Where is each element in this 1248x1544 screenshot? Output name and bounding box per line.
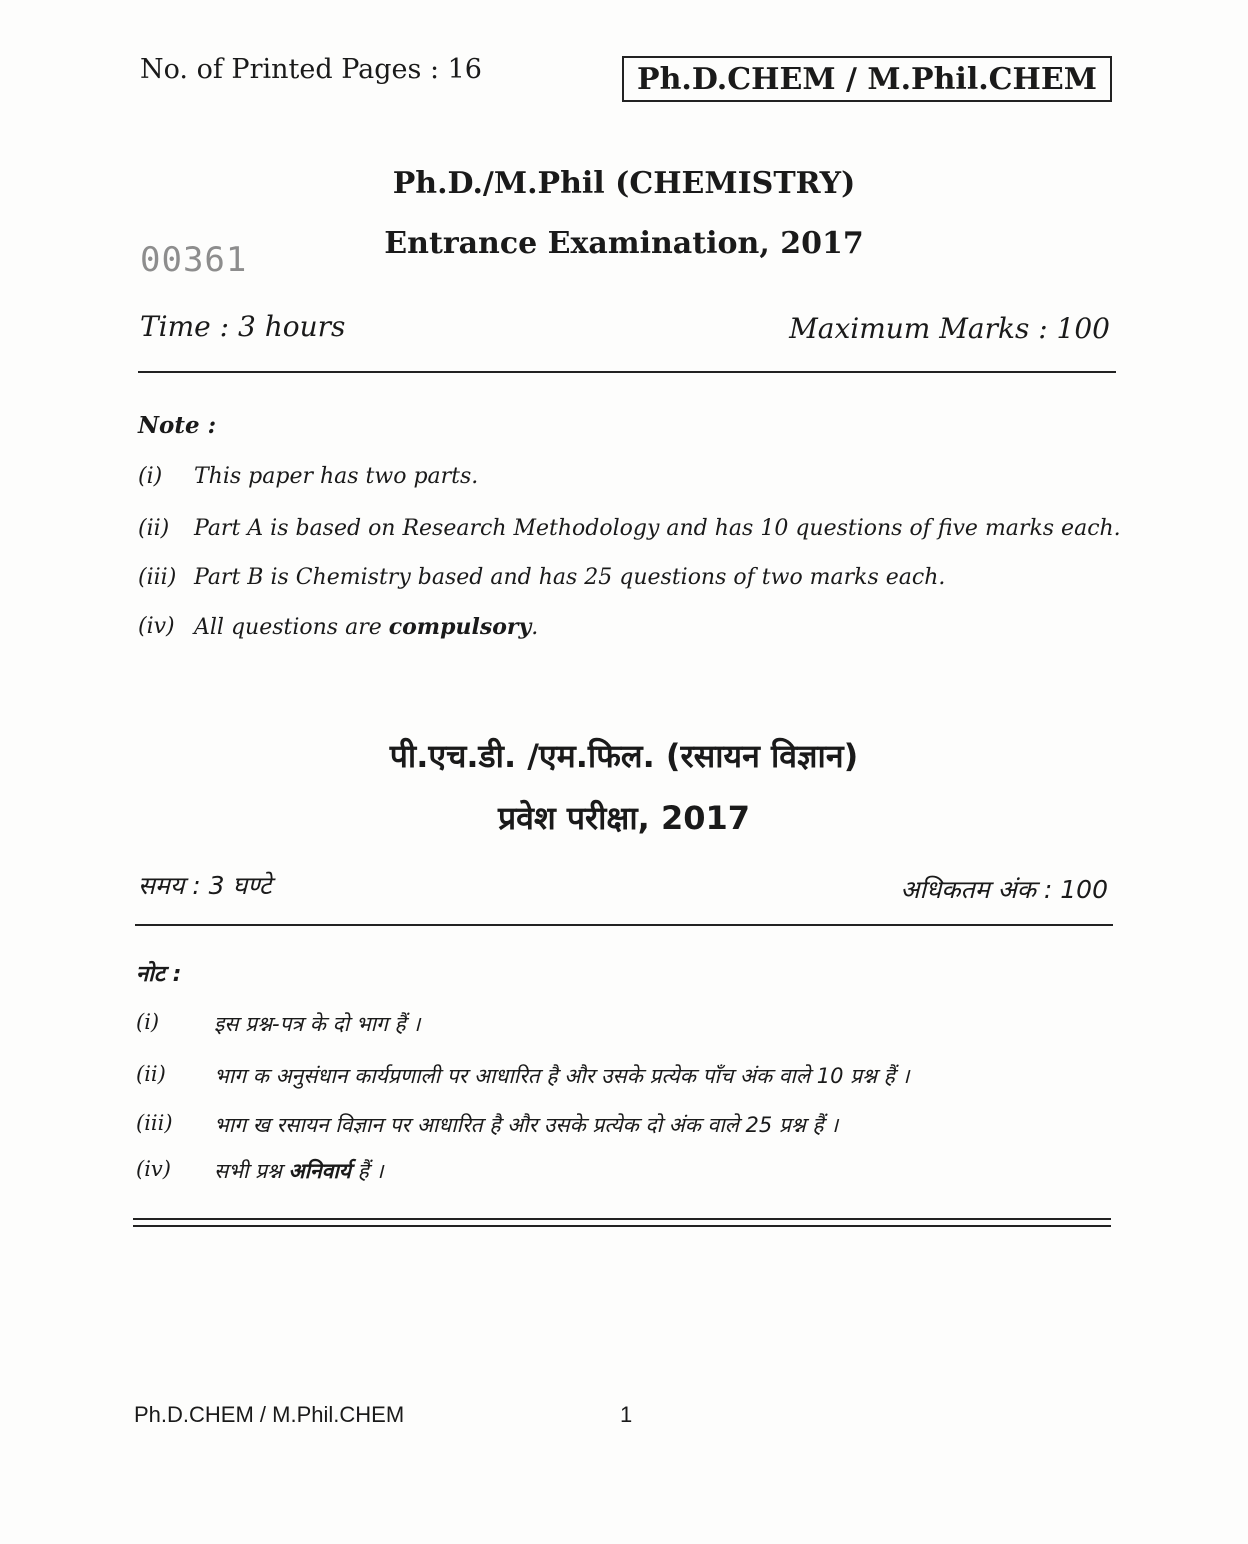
maximum-marks: Maximum Marks : 100 [789, 312, 1110, 345]
note-item [138, 464, 478, 489]
note-number: (ii) [136, 1062, 166, 1086]
time-allowed: Time : 3 hours [140, 310, 346, 343]
double-divider-top [133, 1218, 1111, 1220]
printed-pages-count: No. of Printed Pages : 16 [140, 54, 482, 85]
hindi-note-heading: नोट : [136, 962, 182, 987]
double-divider-bottom [133, 1225, 1111, 1227]
note-text-end: . [531, 615, 539, 640]
page-number: 1 [620, 1402, 633, 1427]
divider [135, 924, 1113, 926]
hindi-time-allowed: समय : 3 घण्टे [138, 871, 272, 900]
hindi-note-item [136, 1111, 838, 1139]
note-number: (iii) [138, 565, 177, 590]
note-emphasis: अनिवार्य [288, 1159, 351, 1183]
note-text: भाग क अनुसंधान कार्यप्रणाली पर आधारित है और उसके प्रत्येक पाँच अंक वाले 10 प्रश्न हैं । [214, 1064, 910, 1088]
note-heading: Note : [138, 412, 217, 439]
note-number: (iv) [138, 614, 175, 639]
hindi-maximum-marks: अधिकतम अंक : 100 [900, 875, 1108, 904]
note-number: (iv) [136, 1157, 171, 1181]
serial-number: 00361 [140, 240, 248, 280]
note-number: (i) [138, 464, 163, 489]
note-text: Part B is Chemistry based and has 25 questions of two marks each. [194, 565, 946, 590]
hindi-note-item [136, 1157, 383, 1185]
hindi-exam-title: पी.एच.डी. /एम.फिल. (रसायन विज्ञान) [389, 737, 859, 775]
note-text: This paper has two parts. [194, 464, 479, 489]
note-number: (i) [136, 1010, 160, 1034]
note-item [138, 565, 945, 590]
note-text: All questions are [194, 615, 389, 640]
hindi-exam-subtitle: प्रवेश परीक्षा, 2017 [497, 799, 751, 837]
note-text: इस प्रश्न-पत्र के दो भाग हैं । [214, 1012, 421, 1036]
note-text: Part A is based on Research Methodology and has 10 questions of five marks each. [194, 516, 1121, 541]
paper-code-box: Ph.D.CHEM / M.Phil.CHEM [622, 56, 1112, 102]
footer-paper-code: Ph.D.CHEM / M.Phil.CHEM [134, 1402, 405, 1427]
note-text: सभी प्रश्न [214, 1159, 289, 1183]
note-item [138, 614, 538, 640]
note-emphasis: compulsory [388, 614, 532, 640]
note-text: भाग ख रसायन विज्ञान पर आधारित है और उसके प्रत्येक दो अंक वाले 25 प्रश्न हैं । [214, 1113, 839, 1137]
note-text-end: हैं । [350, 1159, 384, 1183]
exam-subtitle: Entrance Examination, 2017 [384, 226, 864, 261]
exam-title: Ph.D./M.Phil (CHEMISTRY) [392, 166, 856, 201]
note-number: (iii) [136, 1111, 173, 1135]
hindi-note-item [136, 1062, 909, 1090]
divider [138, 371, 1116, 373]
note-item [138, 516, 1121, 541]
hindi-note-item [136, 1010, 420, 1038]
note-number: (ii) [138, 516, 170, 541]
